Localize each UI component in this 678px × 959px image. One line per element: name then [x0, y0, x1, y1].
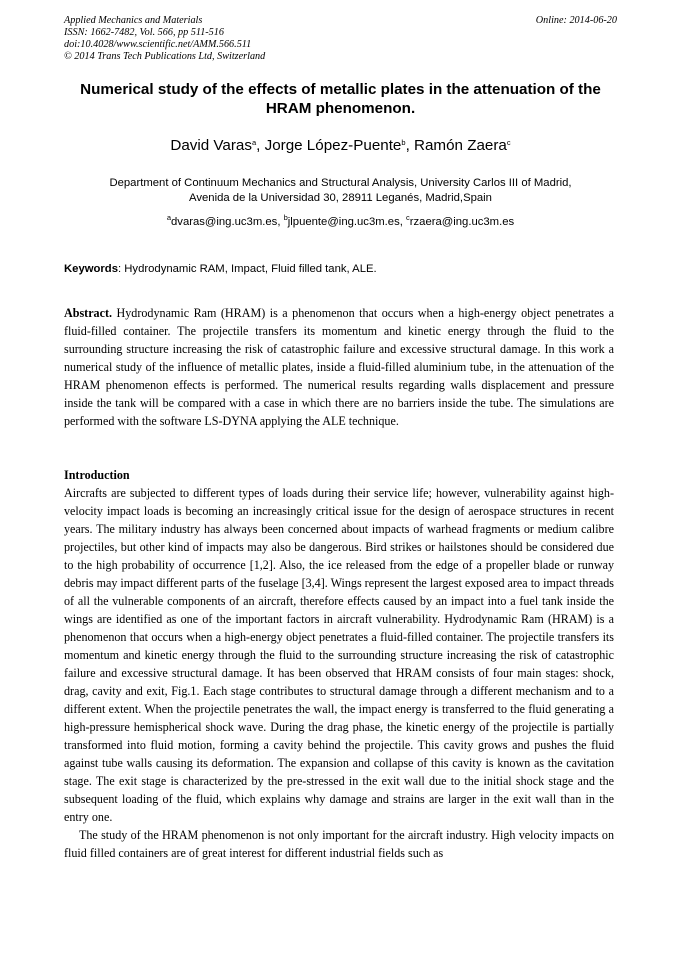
email-separator: ,: [277, 216, 284, 228]
journal-header: [64, 15, 617, 63]
author-emails: [64, 215, 617, 230]
copyright-line: © 2014 Trans Tech Publications Ltd, Switzerland: [64, 51, 266, 62]
email-mark: c: [406, 213, 410, 222]
author-separator: ,: [256, 137, 265, 154]
abstract-text: Hydrodynamic Ram (HRAM) is a phenomenon that occurs when a high-energy object penetrates a fluid-filled container. The projectile transfers its momentum and kinetic energy through the fluid to the surrounding structure increasing the risk of catastrophic failure and excessive structural damage. In this work a numerical study of the influence of metallic plates, inside a fluid-filled aluminium tube, in the attenuation of the HRAM phenomenon effects is performed. The numerical results regarding walls displacement and pressure inside the tank will be compared with a case in which there are no barriers inside the tube. The simulations are performed with the software LS-DYNA applying the ALE technique.: [64, 306, 614, 428]
author-name: Jorge López-Puente: [264, 137, 402, 154]
email-mark: a: [166, 213, 172, 222]
online-date: Online: 2014-06-20: [535, 15, 617, 26]
affiliation-line: Avenida de la Universidad 30, 28911 Leganés, Madrid,Spain: [189, 192, 492, 204]
paragraph: The study of the HRAM phenomenon is not only important for the aircraft industry. High velocity impacts on fluid filled containers are of great interest for different industrial fields such as: [64, 828, 614, 860]
section-heading-introduction: Introduction: [64, 468, 130, 482]
author-affil-mark: c: [506, 138, 511, 147]
email-link[interactable]: dvaras@ing.uc3m.es: [171, 216, 278, 228]
abstract: [64, 304, 614, 430]
email-link[interactable]: rzaera@ing.uc3m.es: [409, 216, 515, 228]
paragraph: Aircrafts are subjected to different types of loads during their service life; however, vulnerability against high-velocity impact loads is becoming an increasingly critical issue for the design of aerospace structures in recent years. The military industry has always been concerned about impacts of warhead fragments or medium calibre projectiles, but other kind of impacts may also be dangerous. Bird strikes or hailstones should be considered due to the high probability of occurrence [1,2]. Also, the ice released from the edge of a propeller blade or runway debris may impact different parts of the fuselage [3,4]. Wings represent the largest exposed area to impact threads of all the vulnerable components of an aircraft, therefore effects caused by an impact into a fuel tank inside the wings are identified as one of the important factors in aircraft vulnerability. Hydrodynamic Ram (HRAM) is a phenomenon that occurs when a high-energy object penetrates a fluid-filled container. The projectile transfers its momentum and kinetic energy through the fluid to the surrounding structure increasing the risk of catastrophic failure and excessive structural damage. It has been observed that HRAM consists of four main stages: shock, drag, cavity and exit, Fig.1. Each stage contributes to structural damage through a different mechanism and to a different extent. When the projectile penetrates the wall, the impact energy is transferred to the fluid generating a high-pressure hemispherical shock wave. During the drag phase, the kinetic energy of the projectile is partially transformed into fluid motion, forming a cavity behind the projectile. This cavity grows and pushes the fluid against tube walls causing its deformation. The expansion and collapse of this cavity is known as the cavitation stage. The exit stage is characterized by the pre-stressed in the exit wall due to the initial shock stage and the subsequent loading of the fluid, which explains why damage and strains are larger in the exit wall than in the entry one.: [64, 486, 614, 824]
affiliation-line: Department of Continuum Mechanics and Structural Analysis, University Carlos III of Madrid,: [109, 177, 572, 189]
email-separator: ,: [399, 216, 406, 228]
email-mark: b: [283, 213, 288, 222]
abstract-label: Abstract.: [64, 306, 113, 320]
author-list: [64, 136, 617, 156]
author-name: David Varas: [170, 137, 252, 154]
paper-title: Numerical study of the effects of metallic plates in the attenuation of the HRAM phenomenon.: [80, 81, 601, 117]
keywords-text: : Hydrodynamic RAM, Impact, Fluid filled tank, ALE.: [118, 263, 377, 275]
keywords-label: Keywords: [64, 263, 118, 275]
author-separator: ,: [405, 137, 415, 154]
author-name: Ramón Zaera: [414, 137, 507, 154]
keywords: [64, 262, 617, 277]
issn-line: ISSN: 1662-7482, Vol. 566, pp 511-516: [64, 27, 224, 38]
doi-line: doi:10.4028/www.scientific.net/AMM.566.511: [64, 39, 252, 50]
email-link[interactable]: jlpuente@ing.uc3m.es: [287, 216, 400, 228]
affiliation: [64, 176, 617, 206]
journal-name: Applied Mechanics and Materials: [64, 15, 203, 26]
author-affil-mark: a: [251, 138, 257, 147]
author-affil-mark: b: [401, 138, 406, 147]
introduction-body: [64, 484, 614, 862]
